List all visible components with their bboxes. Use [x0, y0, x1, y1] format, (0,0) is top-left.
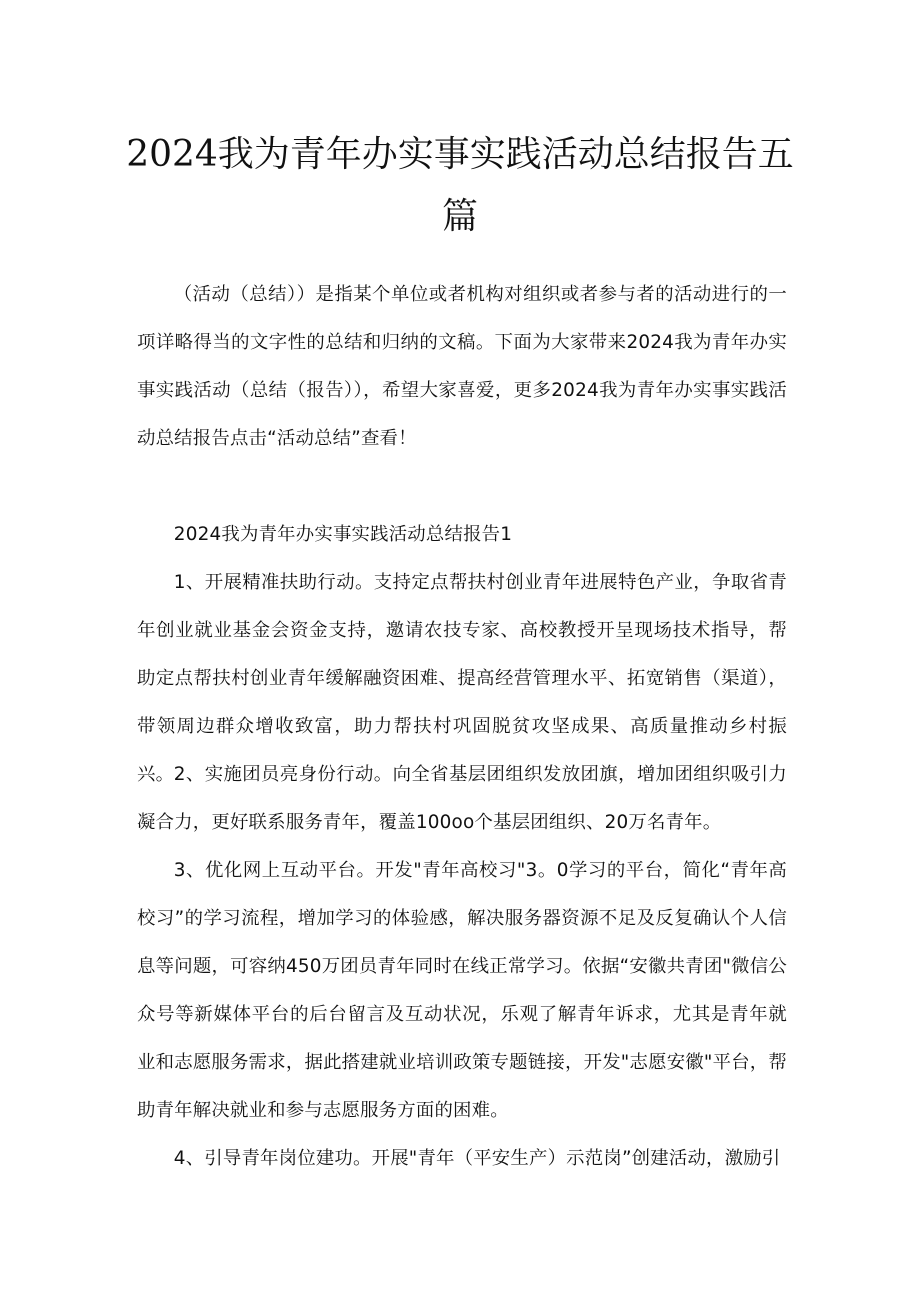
paragraph-3: 3、优化网上互动平台。开发"青年高校习"3。0学习的平台，简化“青年高校习”的学习流程，增加学习的体验感，解决服务器资源不足及反复确认个人信息等问题，可容纳450万团员青年同时在线正常学习。依据“安徽共青团"微信公众号等新媒体平台的后台留言及互动状况，乐观了解青年诉求，尤其是青年就业和志愿服务需求，据此搭建就业培训政策专题链接，开发"志愿安徽"平台，帮助青年解决就业和参与志愿服务方面的困难。 [137, 860, 787, 1121]
document-title: 2024我为青年办实事实践活动总结报告五篇 [126, 134, 794, 237]
intro-paragraph: （活动（总结））是指某个单位或者机构对组织或者参与者的活动进行的一项详略得当的文字性的总结和归纳的文稿。下面为大家带来2024我为青年办实事实践活动（总结（报告）），希望大家喜爱，更多2024我为青年办实事实践活动总结报告点击“活动总结”查看！ [137, 284, 787, 449]
paragraph-4: 4、引导青年岗位建功。开展"青年（平安生产）示范岗”创建活动，激励引 [173, 1148, 781, 1169]
paragraph-1: 1、开展精准扶助行动。支持定点帮扶村创业青年进展特色产业，争取省青年创业就业基金会资金支持，邀请农技专家、高校教授开呈现场技术指导，帮助定点帮扶村创业青年缓解融资困难、提高经营管理水平、拓宽销售（渠道），带领周边群众增收致富，助力帮扶村巩固脱贫攻坚成果、高质量推动乡村振兴。 [137, 572, 787, 785]
paragraph-2: 2、实施团员亮身份行动。向全省基层团组织发放团旗，增加团组织吸引力凝合力，更好联系服务青年，覆盖100oo个基层团组织、20万名青年。 [137, 764, 787, 833]
section-heading: 2024我为青年办实事实践活动总结报告1 [173, 524, 513, 545]
